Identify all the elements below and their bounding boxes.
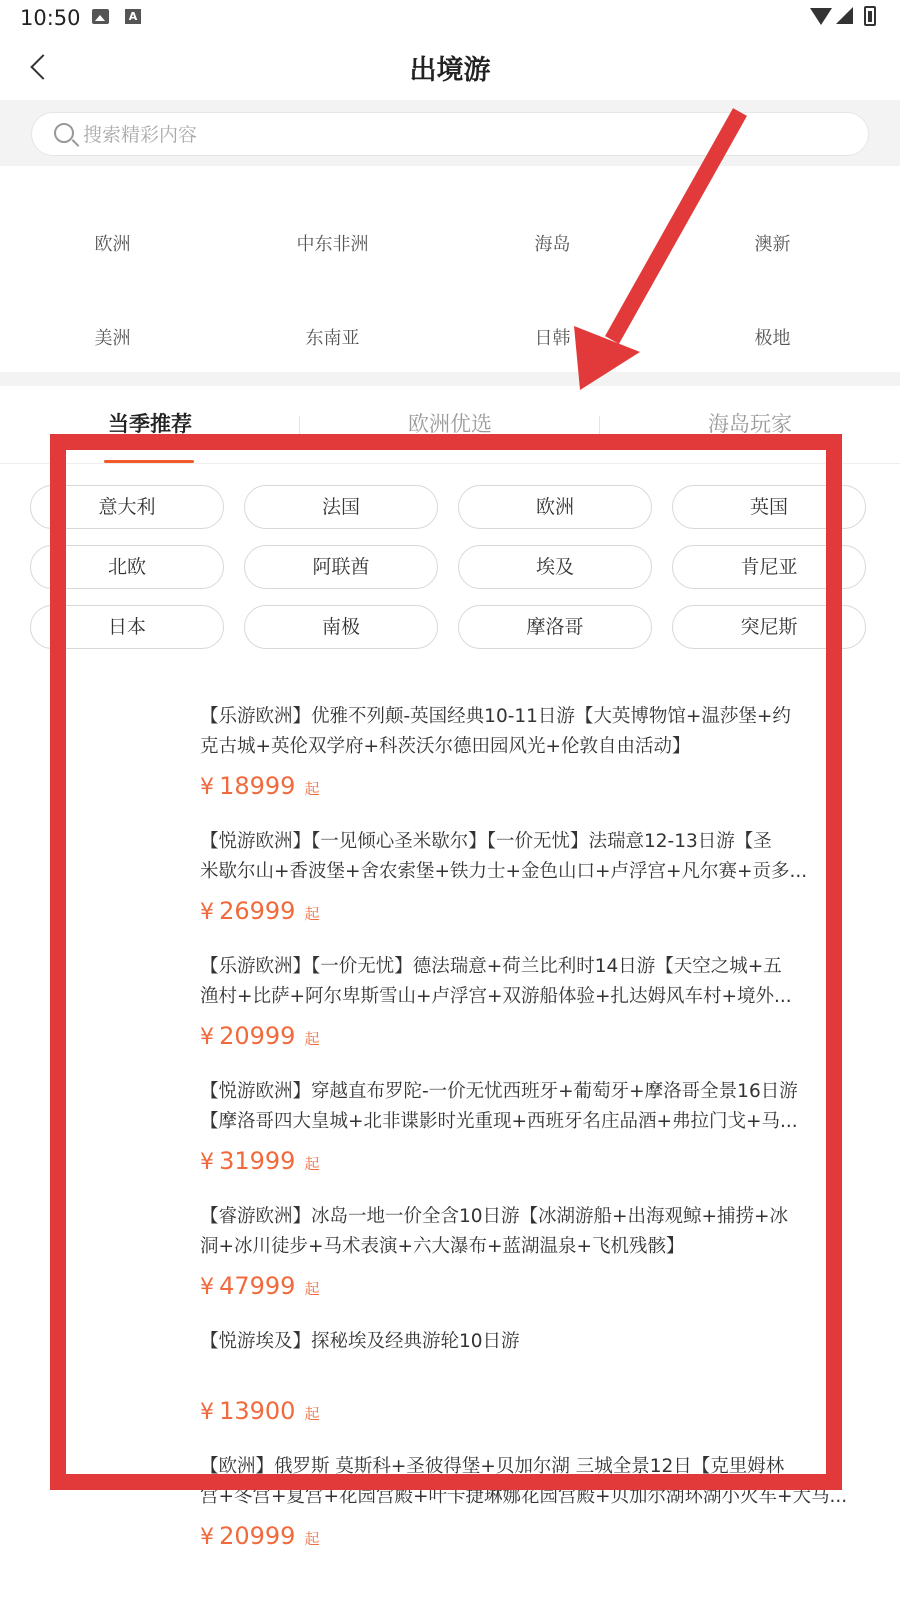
currency-symbol: ¥ [200, 1275, 214, 1300]
destination-chip[interactable]: 欧洲 [458, 485, 652, 529]
search-icon [54, 123, 74, 143]
price-value: 13900 [219, 1397, 296, 1425]
price-value: 20999 [219, 1522, 296, 1550]
destination-chip[interactable]: 北欧 [30, 545, 224, 589]
signal-icon [836, 7, 853, 24]
product-title-line: 【悦游欧洲】穿越直布罗陀-一价无忧西班牙+葡萄牙+摩洛哥全景16日游 [200, 1081, 798, 1102]
currency-symbol: ¥ [200, 1525, 214, 1550]
tab-europe[interactable]: 欧洲优选 [408, 412, 492, 436]
price-suffix: 起 [304, 780, 320, 798]
page-title: 出境游 [409, 55, 491, 86]
destination-chip[interactable]: 意大利 [30, 485, 224, 529]
region-item[interactable]: 澳新 [754, 234, 791, 255]
product-title-line: 【欧洲】俄罗斯 莫斯科+圣彼得堡+贝加尔湖 三城全景12日【克里姆林 [200, 1456, 785, 1477]
search-box[interactable] [31, 112, 869, 156]
price-suffix: 起 [304, 1030, 320, 1048]
section-divider [0, 372, 900, 386]
destination-chip[interactable]: 法国 [244, 485, 438, 529]
destination-chip[interactable]: 埃及 [458, 545, 652, 589]
price-value: 47999 [219, 1272, 296, 1300]
status-bar [0, 0, 900, 36]
destination-chip[interactable]: 阿联酋 [244, 545, 438, 589]
product-title [200, 1327, 852, 1387]
region-item[interactable]: 东南亚 [305, 328, 360, 349]
currency-symbol: ¥ [200, 1150, 214, 1175]
product-title-line: 渔村+比萨+阿尔卑斯雪山+卢浮宫+双游船体验+扎达姆风车村+境外... [200, 986, 792, 1007]
product-item[interactable] [200, 1452, 852, 1554]
product-price [200, 1397, 852, 1429]
price-value: 20999 [219, 1022, 296, 1050]
price-value: 31999 [219, 1147, 296, 1175]
product-item[interactable] [200, 1327, 852, 1429]
product-title-line: 【摩洛哥四大皇城+北非谍影时光重现+西班牙名庄品酒+弗拉门戈+马... [200, 1111, 798, 1132]
region-item[interactable]: 美洲 [94, 328, 131, 349]
product-price [200, 772, 852, 804]
product-title-line: 洞+冰川徒步+马术表演+六大瀑布+蓝湖温泉+飞机残骸】 [200, 1236, 685, 1257]
destination-chip[interactable]: 南极 [244, 605, 438, 649]
product-price [200, 897, 852, 929]
product-item[interactable] [200, 827, 852, 929]
battery-icon [864, 6, 876, 26]
status-time: 10:50 [20, 6, 81, 30]
product-title [200, 1452, 852, 1512]
product-title [200, 1202, 852, 1262]
wifi-icon [810, 8, 832, 25]
search-input[interactable] [83, 120, 803, 150]
price-suffix: 起 [304, 905, 320, 923]
product-item[interactable] [200, 702, 852, 804]
price-suffix: 起 [304, 1405, 320, 1423]
product-price [200, 1272, 852, 1304]
product-title-line: 【悦游欧洲】【一见倾心圣米歇尔】【一价无忧】法瑞意12-13日游【圣 [200, 831, 772, 852]
product-title [200, 1077, 852, 1137]
currency-symbol: ¥ [200, 900, 214, 925]
region-item[interactable]: 海岛 [534, 234, 571, 255]
destination-chip[interactable]: 英国 [672, 485, 866, 529]
currency-symbol: ¥ [200, 775, 214, 800]
product-title-line: 宫+冬宫+夏宫+花园宫殿+叶卡捷琳娜花园宫殿+贝加尔湖环湖小火车+大马... [200, 1486, 848, 1507]
currency-symbol: ¥ [200, 1025, 214, 1050]
region-item[interactable]: 中东非洲 [296, 234, 369, 255]
tab-bar [0, 386, 900, 464]
a-notification-icon: A [125, 9, 141, 24]
search-bar [0, 100, 900, 166]
destination-chip[interactable]: 日本 [30, 605, 224, 649]
tab-island[interactable]: 海岛玩家 [708, 412, 792, 436]
price-suffix: 起 [304, 1530, 320, 1548]
product-title [200, 952, 852, 1012]
header [0, 36, 900, 100]
price-suffix: 起 [304, 1155, 320, 1173]
product-item[interactable] [200, 1077, 852, 1179]
region-item[interactable]: 日韩 [534, 328, 571, 349]
product-price [200, 1147, 852, 1179]
product-title-line: 【乐游欧洲】优雅不列颠-英国经典10-11日游【大英博物馆+温莎堡+约 [200, 706, 791, 727]
price-suffix: 起 [304, 1280, 320, 1298]
product-title-line: 克古城+英伦双学府+科茨沃尔德田园风光+伦敦自由活动】 [200, 736, 691, 757]
product-title-line: 【睿游欧洲】冰岛一地一价全含10日游【冰湖游船+出海观鲸+捕捞+冰 [200, 1206, 789, 1227]
product-title [200, 827, 852, 887]
region-grid [0, 166, 900, 372]
product-price [200, 1522, 852, 1554]
tab-seasonal[interactable]: 当季推荐 [108, 412, 192, 436]
active-tab-indicator [104, 460, 194, 463]
currency-symbol: ¥ [200, 1400, 214, 1425]
region-item[interactable]: 极地 [754, 328, 791, 349]
destination-chip[interactable]: 肯尼亚 [672, 545, 866, 589]
product-item[interactable] [200, 1202, 852, 1304]
product-item[interactable] [200, 952, 852, 1054]
region-item[interactable]: 欧洲 [94, 234, 131, 255]
product-price [200, 1022, 852, 1054]
destination-chip[interactable]: 摩洛哥 [458, 605, 652, 649]
image-notification-icon [92, 9, 109, 24]
price-value: 18999 [219, 772, 296, 800]
product-title-line: 【乐游欧洲】【一价无忧】德法瑞意+荷兰比利时14日游【天空之城+五 [200, 956, 782, 977]
product-title-line: 米歇尔山+香波堡+舍农索堡+铁力士+金色山口+卢浮宫+凡尔赛+贡多... [200, 861, 808, 882]
destination-chip[interactable]: 突尼斯 [672, 605, 866, 649]
product-title [200, 702, 852, 762]
price-value: 26999 [219, 897, 296, 925]
product-title-line: 【悦游埃及】探秘埃及经典游轮10日游 [200, 1331, 520, 1352]
